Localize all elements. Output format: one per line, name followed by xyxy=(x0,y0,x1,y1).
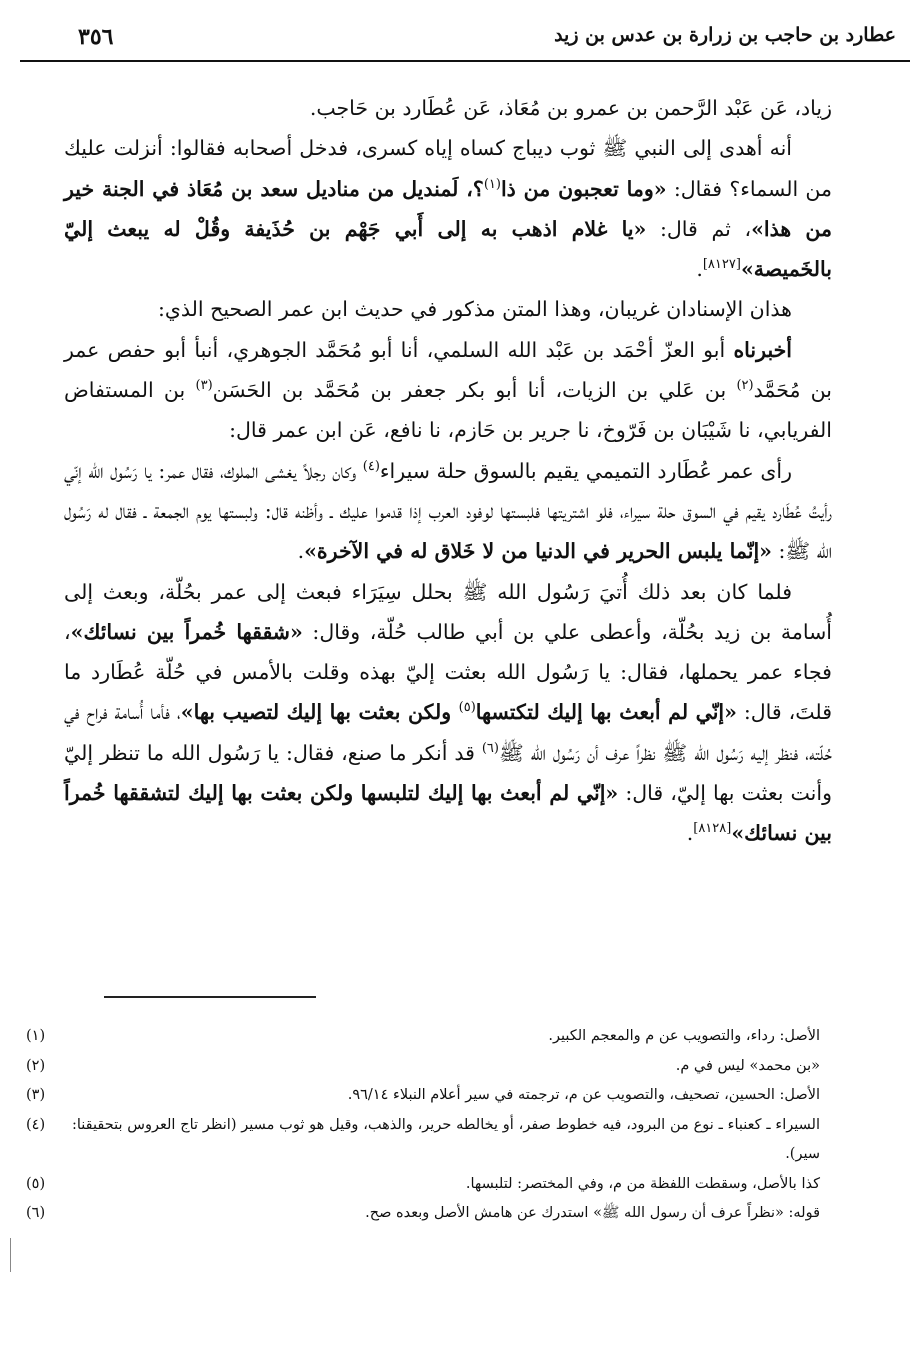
footnote-5: كذا بالأصل، وسقطت اللفظة من م، وفي المختصر: لتلبسها. (٥) xyxy=(26,1175,820,1192)
paragraph-1: زياد، عَن عَبْد الرَّحمن بن عمرو بن مُعَاذ، عَن عُطَارد بن حَاجب. xyxy=(309,96,832,120)
footnote-4: السيراء ـ كعنباء ـ نوع من البرود، فيه خطوط صفر، أو يخالطه حرير، والذهب، وقيل هو ثوب مسير (انظر تاج العروس بتحقيقنا: سير). (٤) xyxy=(26,1116,820,1162)
footnote-2: «بن محمد» ليس في م. (٢) xyxy=(26,1057,820,1074)
paragraph-6: فلما كان بعد ذلك أُتيَ رَسُول الله ﷺ بحلل سِيَرَاء فبعث إلى عمر بحُلّة، وبعث إلى أُسامة بن زيد بحُلّة، وأعطى علي بن أبي طالب حُلّة، وقال: «شققها خُمراً بين نسائك»، فجاء عمر يحملها، فقال: يا رَسُول الله بعثت إليّ بهذه وقلت بالأمس في حُلّة عُطَارد ما قلتَ، قال: «إنّي لم أبعث بها إليك لتكتسها$^{(٥)}$ ولكن بعثت بها إليك لتصيب بها»، فأما أُسامة فراح في حُلّته، فنظر إليه رَسُول الله ﷺ نظراً عرف أن رَسُول الله ﷺ$^{(٦)}$ قد أنكر ما صنع، فقال: يا رَسُول الله ما تنظر إليّ وأنت بعثت بها إليّ، قال: «إنّي لم أبعث بها إليك لتلبسها ولكن بعثت بها إليك لتشققها خُمراً بين نسائك»[٨١٢٨]. xyxy=(64,579,832,846)
paragraph-2: أنه أهدى إلى النبي ﷺ ثوب ديباج كساه إياه كسرى، فدخل أصحابه فقالوا: أنزلت عليك من السماء؟ فقال: «وما تعجبون من ذا$^{(١)}$؟، لَمنديل من مناديل سعد بن مُعَاذ في الجنة خير من هذا»، ثم قال: «يا غلام اذهب به إلى أَبي جَهْم بن حُذَيفة وقُلْ له يبعث إليّ بالخَميصة»[٨١٢٧]. xyxy=(64,136,833,282)
footnote-ref-3[interactable]: (٣) xyxy=(195,378,213,394)
paragraph-4: أخبرناه أبو العزّ أحْمَد بن عَبْد الله السلمي، أنا أبو مُحَمَّد الجوهري، أنبأ أبو حفص عمر بن مُحَمَّد$^{(٢)}$ بن عَلي بن الزيات، أنا أبو بكر جعفر بن مُحَمَّد بن الحَسَن$^{(٣)}$ بن المستفاض الفريابي، نا شَيْبَان بن فَرّوخ، نا جرير بن حَازم، نا نافع، عَن ابن عمر قال: xyxy=(64,337,832,443)
isnad-lead: أخبرناه xyxy=(733,337,792,362)
footnote-ref-6[interactable]: (٦) xyxy=(481,740,499,756)
footnote-6: قوله: «نظراً عرف أن رسول الله ﷺ» استدرك عن هامش الأصل وبعده صح. (٦) xyxy=(26,1205,820,1221)
page-number: ٣٥٦ xyxy=(78,24,114,50)
running-title: عطارد بن حاجب بن زرارة بن عدس بن زيد xyxy=(554,24,896,46)
footnote-ref-4[interactable]: (٤) xyxy=(362,458,380,474)
page-header xyxy=(20,14,910,62)
footnote-1: الأصل: رداء، والتصويب عن م والمعجم الكبير. (١) xyxy=(26,1028,820,1044)
footnotes xyxy=(22,1022,820,1229)
footnote-ref-1[interactable]: (١) xyxy=(483,176,501,192)
paragraph-3: هذان الإسنادان غريبان، وهذا المتن مذكور في حديث ابن عمر الصحيح الذي: xyxy=(157,297,792,322)
paragraph-5: رأى عمر عُطَارد التميمي يقيم بالسوق حلة سيراء$^{(٤)}$ وكان رجلاً يغشى الملوك، فقال عمر: يا رَسُول الله إنّي رأيتُ عُطَارد يقيم في السوق حلة سيراء، فلو اشتريتها فلبستها لوفود العرب إذا قدموا عليك ـ وأظنه قال: ولبستها يوم الجمعة ـ فقال له رَسُول الله ﷺ: «إنّما يلبس الحرير في الدنيا من لا خَلاق له في الآخرة». xyxy=(64,458,832,564)
hadith-number: [٨١٢٧] xyxy=(702,257,741,273)
footnote-ref-2[interactable]: (٢) xyxy=(736,378,754,394)
footnote-divider xyxy=(104,996,316,998)
hadith-number: [٨١٢٨] xyxy=(693,821,732,837)
main-text xyxy=(64,88,832,854)
footnote-3: الأصل: الحسين، تصحيف، والتصويب عن م، ترجمته في سير أعلام النبلاء ٩٦/١٤. (٣) xyxy=(26,1087,820,1103)
scan-edge-mark xyxy=(10,1238,11,1272)
footnote-ref-5[interactable]: (٥) xyxy=(458,700,476,716)
